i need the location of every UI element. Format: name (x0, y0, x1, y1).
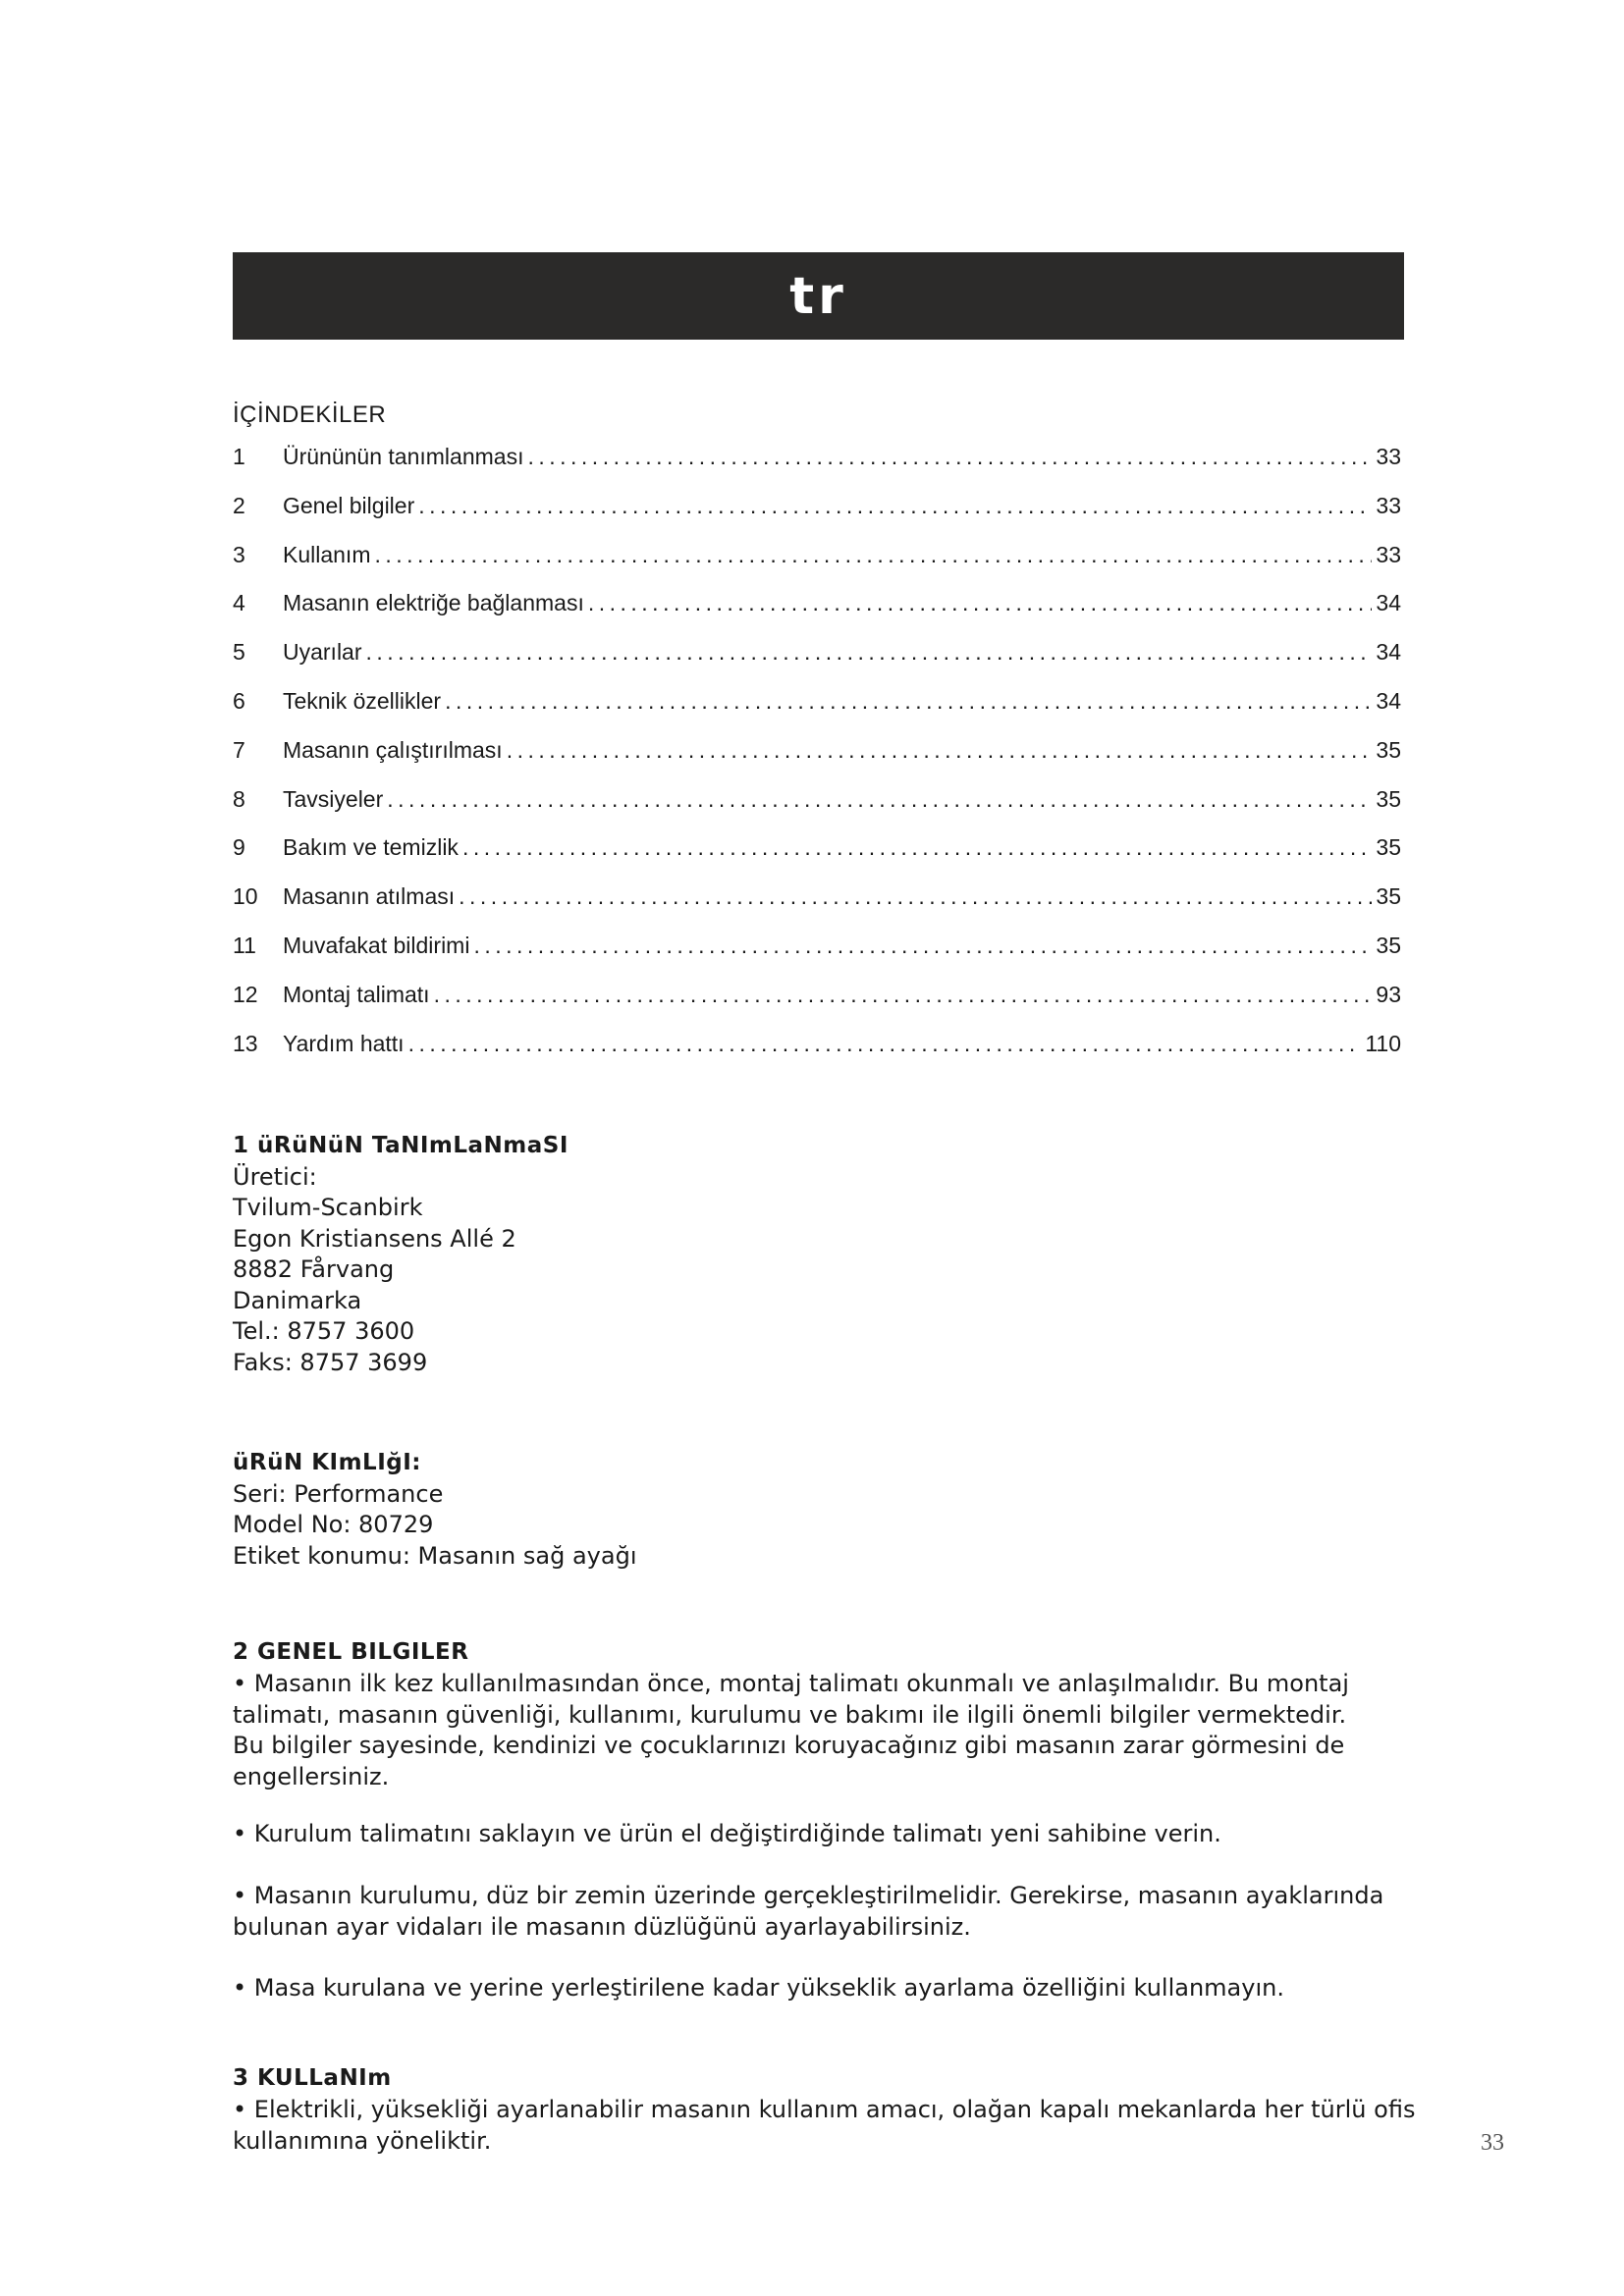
text-line: Model No: 80729 (233, 1511, 434, 1538)
toc-entry-number: 8 (233, 785, 245, 812)
toc-entry-title: Tavsiyeler (283, 785, 384, 812)
text-line: Danimarka (233, 1286, 362, 1314)
toc-entry-number: 9 (233, 834, 245, 861)
toc-entry-page: 33 (1376, 541, 1401, 567)
toc-entry-page: 35 (1376, 736, 1401, 763)
bullet-item (233, 2095, 1416, 2157)
text-line: Seri: Performance (233, 1479, 444, 1508)
toc-entry (233, 639, 1401, 688)
toc-entry-page: 35 (1376, 883, 1401, 910)
toc-leader-dots (507, 737, 1373, 764)
toc-entry-number: 3 (233, 541, 245, 567)
text-line: • Elektrikli, yüksekliği ayarlanabilir masanın kullanım amacı, olağan kapalı mekanlarda her türlü ofis (233, 2096, 1416, 2123)
toc-entry-title: Yardım hattı (283, 1030, 405, 1056)
text-line: • Masanın kurulumu, düz bir zemin üzerinde gerçekleştirilmelidir. Gerekirse, masanın ayaklarında (233, 1882, 1384, 1909)
toc-entry-number: 7 (233, 736, 245, 763)
language-code: tr (789, 266, 847, 326)
toc-leader-dots (434, 982, 1373, 1008)
toc-entry-number: 5 (233, 639, 245, 666)
section-2-title: 2 GENEL BILGILER (233, 1639, 469, 1665)
toc-leader-dots (527, 444, 1372, 470)
text-line: • Kurulum talimatını saklayın ve ürün el değiştirdiğinde talimatı yeni sahibine verin. (233, 1820, 1221, 1847)
toc-leader-dots (408, 1031, 1362, 1057)
section-1-title: 1 üRüNüN TaNImLaNmaSI (233, 1133, 568, 1158)
toc-entry-title: Masanın atılması (283, 883, 456, 910)
toc-leader-dots (459, 883, 1372, 910)
toc-entry-title: Montaj talimatı (283, 981, 430, 1007)
toc-entry-number: 13 (233, 1030, 258, 1056)
toc-entry-page: 34 (1376, 639, 1401, 666)
text-line: bulunan ayar vidaları ile masanın düzlüğünü ayarlayabilirsiniz. (233, 1912, 971, 1941)
text-line: Tvilum-Scanbirk (233, 1194, 423, 1221)
toc-entry (233, 688, 1401, 737)
bullet-item (233, 1669, 1411, 1792)
bullet-item (233, 1819, 1411, 1850)
toc-entry-title: Uyarılar (283, 639, 362, 666)
language-banner (233, 252, 1404, 340)
toc-entry-page: 33 (1376, 492, 1401, 518)
toc-entry-number: 11 (233, 932, 256, 958)
toc-entry (233, 493, 1401, 542)
toc-entry-page: 110 (1365, 1030, 1401, 1056)
page-number: 33 (1481, 2130, 1504, 2156)
manufacturer-info (233, 1162, 568, 1379)
toc-entry-title: Masanın çalıştırılması (283, 736, 503, 763)
toc-entry-title: Muvafakat bildirimi (283, 932, 470, 958)
toc-heading: İÇİNDEKİLER (233, 401, 387, 428)
section-1 (233, 1131, 568, 1378)
toc-entry-page: 93 (1376, 981, 1401, 1007)
toc-entry (233, 982, 1401, 1031)
toc-entry (233, 1031, 1401, 1080)
section-3 (233, 2063, 392, 2095)
toc-leader-dots (374, 542, 1372, 568)
toc-entry-number: 10 (233, 883, 258, 910)
text-line: • Masa kurulana ve yerine yerleştirilene kadar yükseklik ayarlama özelliğini kullanmayın. (233, 1974, 1284, 2002)
toc-leader-dots (462, 834, 1372, 861)
toc-entry-page: 33 (1376, 444, 1401, 469)
toc-leader-dots (418, 493, 1372, 519)
toc-entry-title: Genel bilgiler (283, 492, 415, 518)
toc-entry-title: Teknik özellikler (283, 687, 442, 714)
bullet-item (233, 1881, 1411, 1943)
toc-entry-title: Ürününün tanımlanması (283, 444, 524, 469)
table-of-contents (233, 444, 1401, 1079)
text-line: Tel.: 8757 3600 (233, 1317, 415, 1345)
product-identity-title: üRüN KImLIğI: (233, 1450, 421, 1475)
toc-leader-dots (445, 688, 1372, 715)
toc-leader-dots (588, 590, 1373, 616)
toc-entry-title: Kullanım (283, 541, 371, 567)
toc-entry-page: 34 (1376, 687, 1401, 714)
text-line: Egon Kristiansens Allé 2 (233, 1224, 516, 1253)
toc-entry-number: 1 (233, 444, 245, 469)
product-identity (233, 1448, 636, 1572)
toc-entry-title: Bakım ve temizlik (283, 834, 459, 861)
toc-entry (233, 542, 1401, 591)
section-3-title: 3 KULLaNIm (233, 2065, 392, 2091)
toc-entry-title: Masanın elektriğe bağlanması (283, 590, 584, 616)
text-line: kullanımına yöneliktir. (233, 2126, 492, 2155)
bullet-item (233, 1973, 1411, 2004)
toc-leader-dots (473, 933, 1372, 959)
text-line: engellersiniz. (233, 1762, 390, 1790)
toc-entry (233, 834, 1401, 883)
toc-entry-number: 6 (233, 687, 245, 714)
toc-entry (233, 737, 1401, 786)
toc-leader-dots (366, 639, 1373, 666)
text-line: talimatı, masanın güvenliği, kullanımı, kurulumu ve bakımı ile ilgili önemli bilgiler vermektedir. (233, 1700, 1347, 1729)
toc-entry (233, 444, 1401, 493)
toc-entry-page: 35 (1376, 932, 1401, 958)
toc-entry-number: 4 (233, 590, 245, 616)
text-line: 8882 Fårvang (233, 1255, 395, 1283)
section-2 (233, 1637, 468, 1669)
text-line: Bu bilgiler sayesinde, kendinizi ve çocuklarınızı koruyacağınız gibi masanın zarar görmesini de (233, 1732, 1345, 1759)
toc-entry-number: 12 (233, 981, 258, 1007)
toc-entry-page: 35 (1376, 785, 1401, 812)
toc-entry-page: 35 (1376, 834, 1401, 861)
toc-entry (233, 590, 1401, 639)
toc-entry (233, 786, 1401, 835)
text-line: Etiket konumu: Masanın sağ ayağı (233, 1541, 637, 1570)
toc-entry (233, 883, 1401, 933)
product-identity-info (233, 1479, 636, 1573)
text-line: • Masanın ilk kez kullanılmasından önce, montaj talimatı okunmalı ve anlaşılmalıdır. Bu montaj (233, 1670, 1349, 1697)
toc-entry-page: 34 (1376, 590, 1401, 616)
toc-entry (233, 933, 1401, 982)
toc-entry-number: 2 (233, 492, 245, 518)
text-line: Faks: 8757 3699 (233, 1348, 428, 1376)
toc-leader-dots (387, 786, 1372, 813)
text-line: Üretici: (233, 1162, 317, 1191)
